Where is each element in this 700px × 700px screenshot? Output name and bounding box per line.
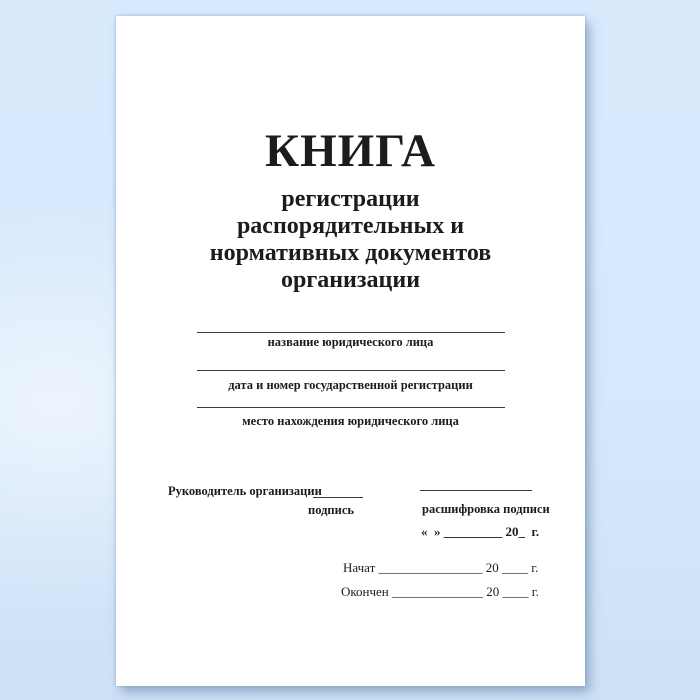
legal-name-caption: название юридического лица (267, 335, 434, 349)
location-blank-line (197, 407, 505, 408)
location-caption: место нахождения юридического лица (242, 414, 459, 428)
registration-caption: дата и номер государственной регистрации (228, 378, 473, 392)
book-subtitle-line: распорядительных и (236, 213, 465, 239)
started-date-line: Начат ________________ 20 ____ г. (343, 560, 539, 575)
legal-name-blank-line (197, 332, 505, 333)
document-cover-page (116, 16, 585, 686)
registration-blank-line (197, 370, 505, 371)
book-subtitle-line: нормативных документов (209, 240, 492, 266)
signature-name-caption: расшифровка подписи (422, 502, 550, 516)
book-title: КНИГА (265, 125, 436, 177)
signature-caption: подпись (308, 503, 354, 517)
head-of-organization-label: Руководитель организации (168, 484, 322, 498)
book-subtitle-line: организации (280, 267, 421, 293)
signature-name-blank-line (420, 490, 532, 491)
book-subtitle-line: регистрации (281, 186, 420, 212)
signature-blank-line (313, 497, 363, 498)
book-subtitle (116, 186, 585, 294)
finished-date-line: Окончен ______________ 20 ____ г. (341, 584, 539, 599)
signature-date-line: « » _________ 20_ г. (421, 524, 540, 539)
